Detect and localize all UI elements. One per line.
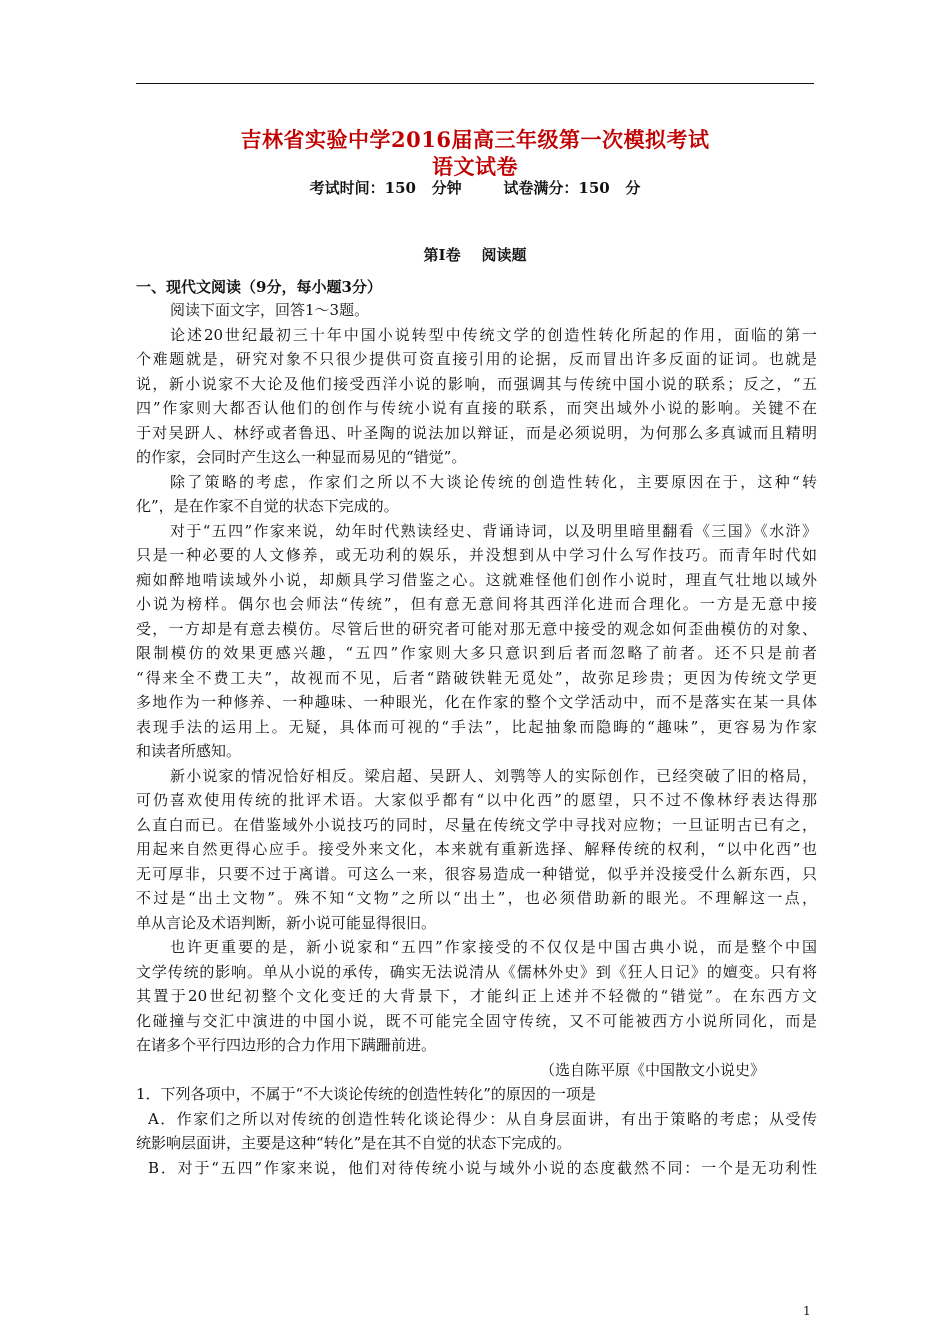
option-a: A．作家们之所以对传统的创造性转化谈论得少：从自身层面讲，有出于策略的考虑；从受传 [148,1109,817,1128]
exam-time: 考试时间：150 分钟 [309,179,462,197]
text-line: 不过是“出土文物”。殊不知“文物”之所以“出土”，也必须借助新的眼光。不理解这一点， [136,889,817,907]
full-score: 试卷满分：150 分 [503,179,641,197]
text-line: 对于“五四”作家来说，幼年时代熟读经史、背诵诗词，以及明里暗里翻看《三国》《水浒》 [170,521,817,540]
exam-subtitle: 语文试卷 [432,154,518,179]
text-line: 阅读下面文字，回答1～3题。 [170,301,370,319]
text-line: 只是一种必要的人文修养，或无功利的娱乐，并没想到从中学习什么写作技巧。而青年时代如 [136,546,817,564]
reading-body [136,298,817,1180]
text-line: 痴如醉地啃读域外小说，却颇具学习借鉴之心。这就难怪他们创作小说时，理直气壮地以域外 [136,570,817,589]
text-line: 化碰撞与交汇中演进的中国小说，既不可能完全固守传统，又不可能被西方小说所同化，而是 [136,1011,817,1030]
text-line: 小说为榜样。偶尔也会师法“传统”，但有意无意间将其西洋化进而合理化。一方是无意中接 [136,595,817,613]
text-line: 限制模仿的效果更感兴趣，“五四”作家则大多只意识到后者而忽略了前者。还不只是前者 [136,644,817,662]
text-line: 文学传统的影响。单从小说的承传，确实无法说清从《儒林外史》到《狂人日记》的嬗变。只有将 [136,962,817,981]
text-line: 表现手法的运用上。无疑，具体而可视的“手法”，比起抽象而隐晦的“趣味”，更容易为作家 [136,717,817,736]
section-title: 第Ⅰ卷 阅读题 [423,246,527,264]
text-line: 可仍喜欢使用传统的批评术语。大家似乎都有“以中化西”的愿望，只不过不像林纾表达得那 [136,791,817,809]
text-line: 论述20世纪最初三十年中国小说转型中传统文学的创造性转化所起的作用，面临的第一 [170,325,817,344]
text-line: 单从言论及术语判断，新小说可能显得很旧。 [136,913,437,932]
exam-meta [0,177,950,198]
text-line: 多地作为一种修养、一种趣味、一种眼光，化在作家的整个文学活动中，而不是落实在某一具体 [136,693,817,711]
text-line: 的作家，会同时产生这么一种显而易见的“错觉”。 [136,448,467,466]
part1-heading: 一、现代文阅读（9分，每小题3分） [136,278,382,296]
text-line: 新小说家的情况恰好相反。梁启超、吴趼人、刘鹗等人的实际创作，已经突破了旧的格局， [170,766,817,785]
text-line: 四”作家则大都否认他们的创作与传统小说有直接的联系，而突出域外小说的影响。关键不在 [136,399,817,417]
question-1: 1．下列各项中，不属于“不大谈论传统的创造性转化”的原因的一项是 [136,1085,596,1103]
text-line: 其置于20世纪初整个文化变迁的大背景下，才能纠正上述并不轻微的“错觉”。在东西方文 [136,987,817,1005]
source-citation: （选自陈平原《中国散文小说史》 [539,1060,765,1079]
text-line: 受，一方却是有意去模仿。尽管后世的研究者可能对那无意中接受的观念如何歪曲模仿的对象、 [136,619,817,638]
text-line: 么直白而已。在借鉴域外小说技巧的同时，尽量在传统文学中寻找对应物；一旦证明古已有之， [136,815,817,834]
text-line: 于对吴趼人、林纾或者鲁迅、叶圣陶的说法加以辩证，而是必须说明，为何那么多真诚而且精明 [136,423,817,442]
text-line: 化”，是在作家不自觉的状态下完成的。 [136,497,399,515]
header-rule [136,83,814,84]
text-line: 说，新小说家不大论及他们接受西洋小说的影响，而强调其与传统中国小说的联系；反之，“五 [136,374,817,393]
text-line: 在诸多个平行四边形的合力作用下蹒跚前进。 [136,1036,437,1054]
text-line: 个难题就是，研究对象不只很少提供可资直接引用的论据，反而冒出许多反面的证词。也就是 [136,350,817,368]
text-line: 也许更重要的是，新小说家和“五四”作家接受的不仅仅是中国古典小说，而是整个中国 [170,938,817,956]
text-line: 和读者所感知。 [136,742,242,760]
option-a-cont: 统影响层面讲，主要是这种“转化”是在其不自觉的状态下完成的。 [136,1134,572,1152]
option-b: B．对于“五四”作家来说，他们对待传统小说与域外小说的态度截然不同：一个是无功利性 [148,1158,817,1177]
text-line: 除了策略的考虑，作家们之所以不大谈论传统的创造性转化，主要原因在于，这种“转 [170,472,817,491]
text-line: “得来全不费工夫”，故视而不见，后者“踏破铁鞋无觅处”，故弥足珍贵；更因为传统文学更 [136,668,817,687]
text-line: 无可厚非，只要不过于离谱。可这么一来，很容易造成一种错觉，似乎并没接受什么新东西，只 [136,864,817,883]
text-line: 用起来自然更得心应手。接受外来文化，本来就有重新选择、解释传统的权利，“以中化西”也 [136,840,817,858]
exam-title: 吉林省实验中学2016届高三年级第一次模拟考试 [240,127,710,152]
page-number: 1 [803,1304,811,1318]
